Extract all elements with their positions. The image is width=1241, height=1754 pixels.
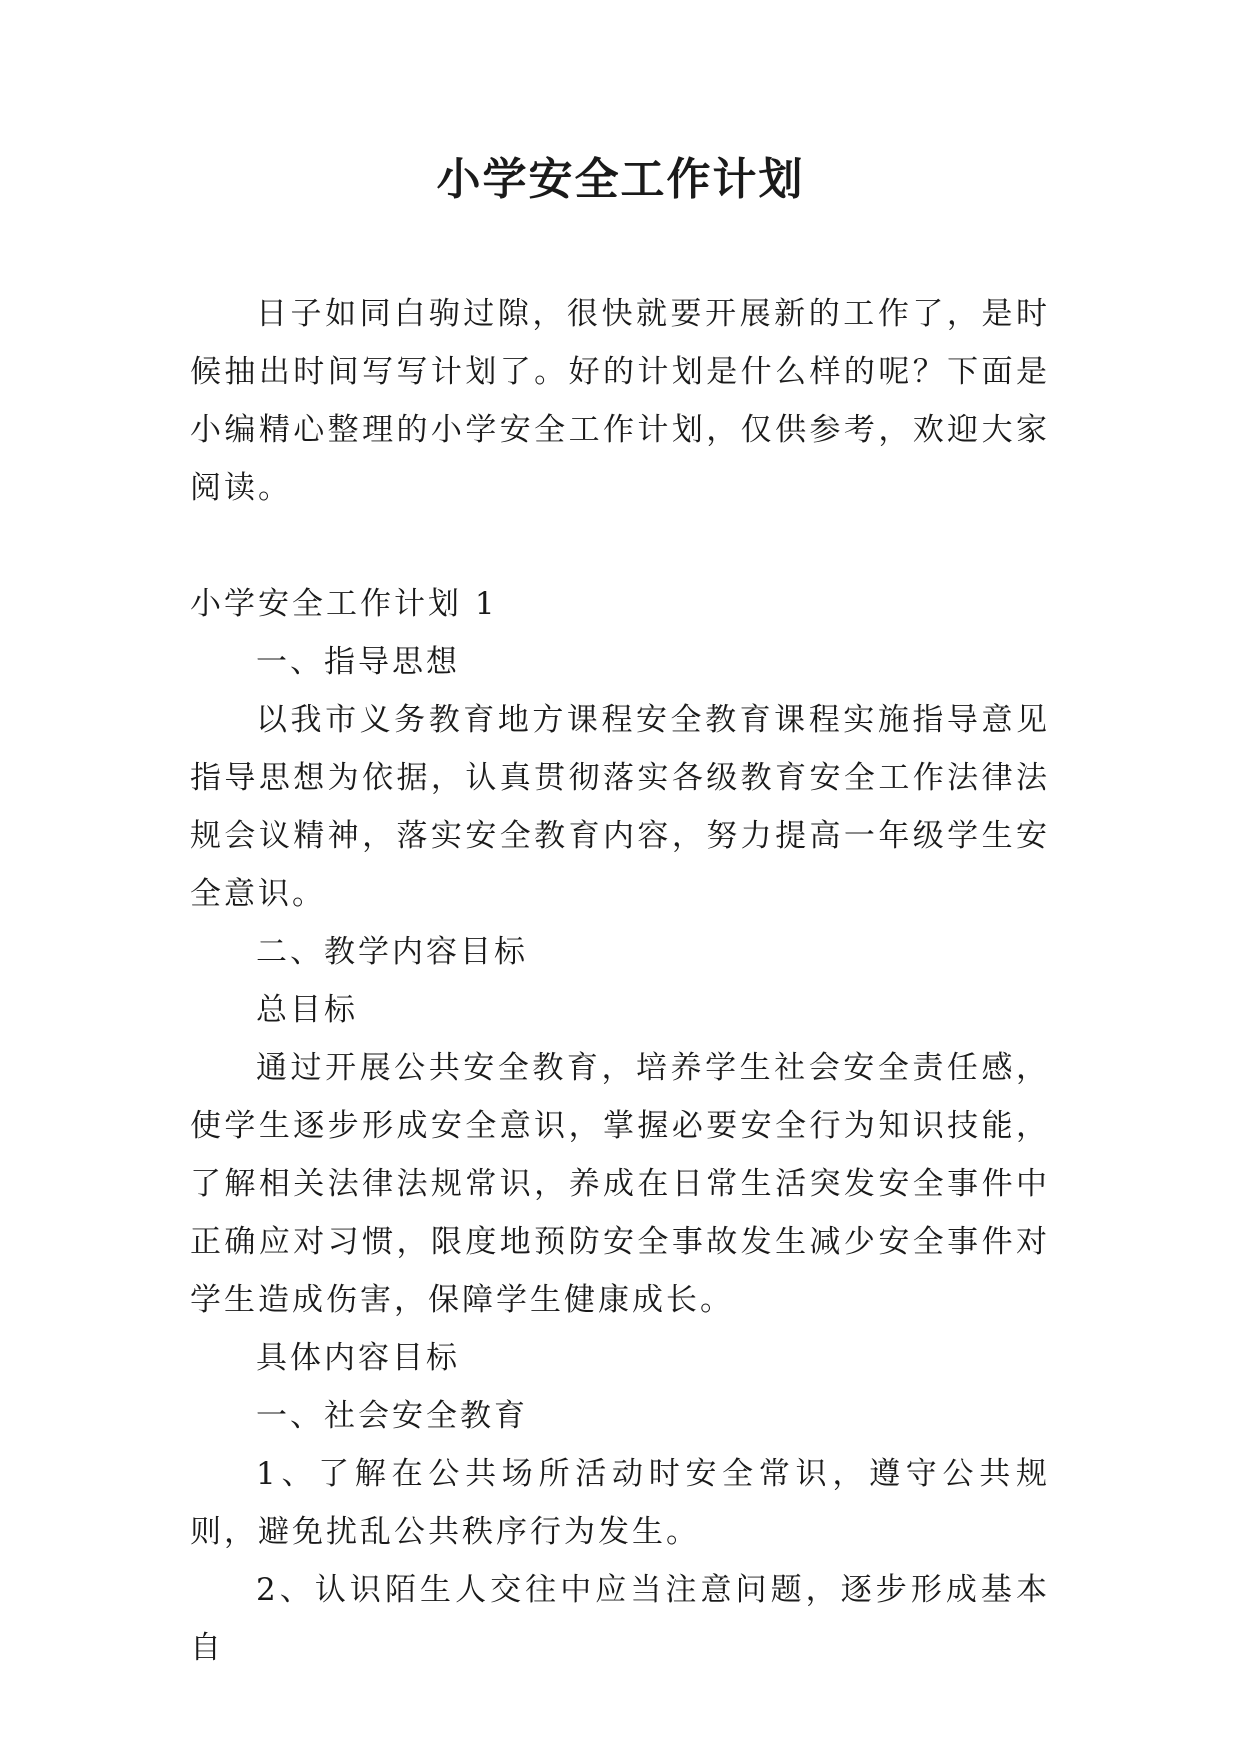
subheading-guiding-ideology: 一、指导思想: [256, 644, 460, 680]
list-item-2: 2、认识陌生人交往中应当注意问题，逐步形成基本自: [190, 1572, 1050, 1666]
intro-paragraph: 日子如同白驹过隙，很快就要开展新的工作了，是时候抽出时间写写计划了。好的计划是什么样的呢？下面是小编精心整理的小学安全工作计划，仅供参考，欢迎大家阅读。: [190, 296, 1050, 506]
list-item-1: 1、了解在公共场所活动时安全常识，遵守公共规则，避免扰乱公共秩序行为发生。: [190, 1456, 1050, 1550]
paragraph-overall-goal: 通过开展公共安全教育，培养学生社会安全责任感，使学生逐步形成安全意识，掌握必要安全行为知识技能，了解相关法律法规常识，养成在日常生活突发安全事件中正确应对习惯，限度地预防安全事故发生减少安全事件对学生造成伤害，保障学生健康成长。: [190, 1050, 1050, 1318]
subheading-teaching-goals: 二、教学内容目标: [256, 934, 528, 970]
section-heading: 小学安全工作计划 1: [190, 586, 498, 622]
paragraph-spacer: [190, 517, 1050, 575]
subheading-specific-goals: 具体内容目标: [256, 1340, 460, 1376]
document-title: 小学安全工作计划: [436, 154, 805, 205]
subheading-overall-goal: 总目标: [256, 992, 358, 1028]
paragraph-guiding-ideology: 以我市义务教育地方课程安全教育课程实施指导意见指导思想为依据，认真贯彻落实各级教育安全工作法律法规会议精神，落实安全教育内容，努力提高一年级学生安全意识。: [190, 702, 1050, 912]
subheading-social-safety: 一、社会安全教育: [256, 1398, 528, 1434]
document-body: [190, 285, 1050, 1677]
